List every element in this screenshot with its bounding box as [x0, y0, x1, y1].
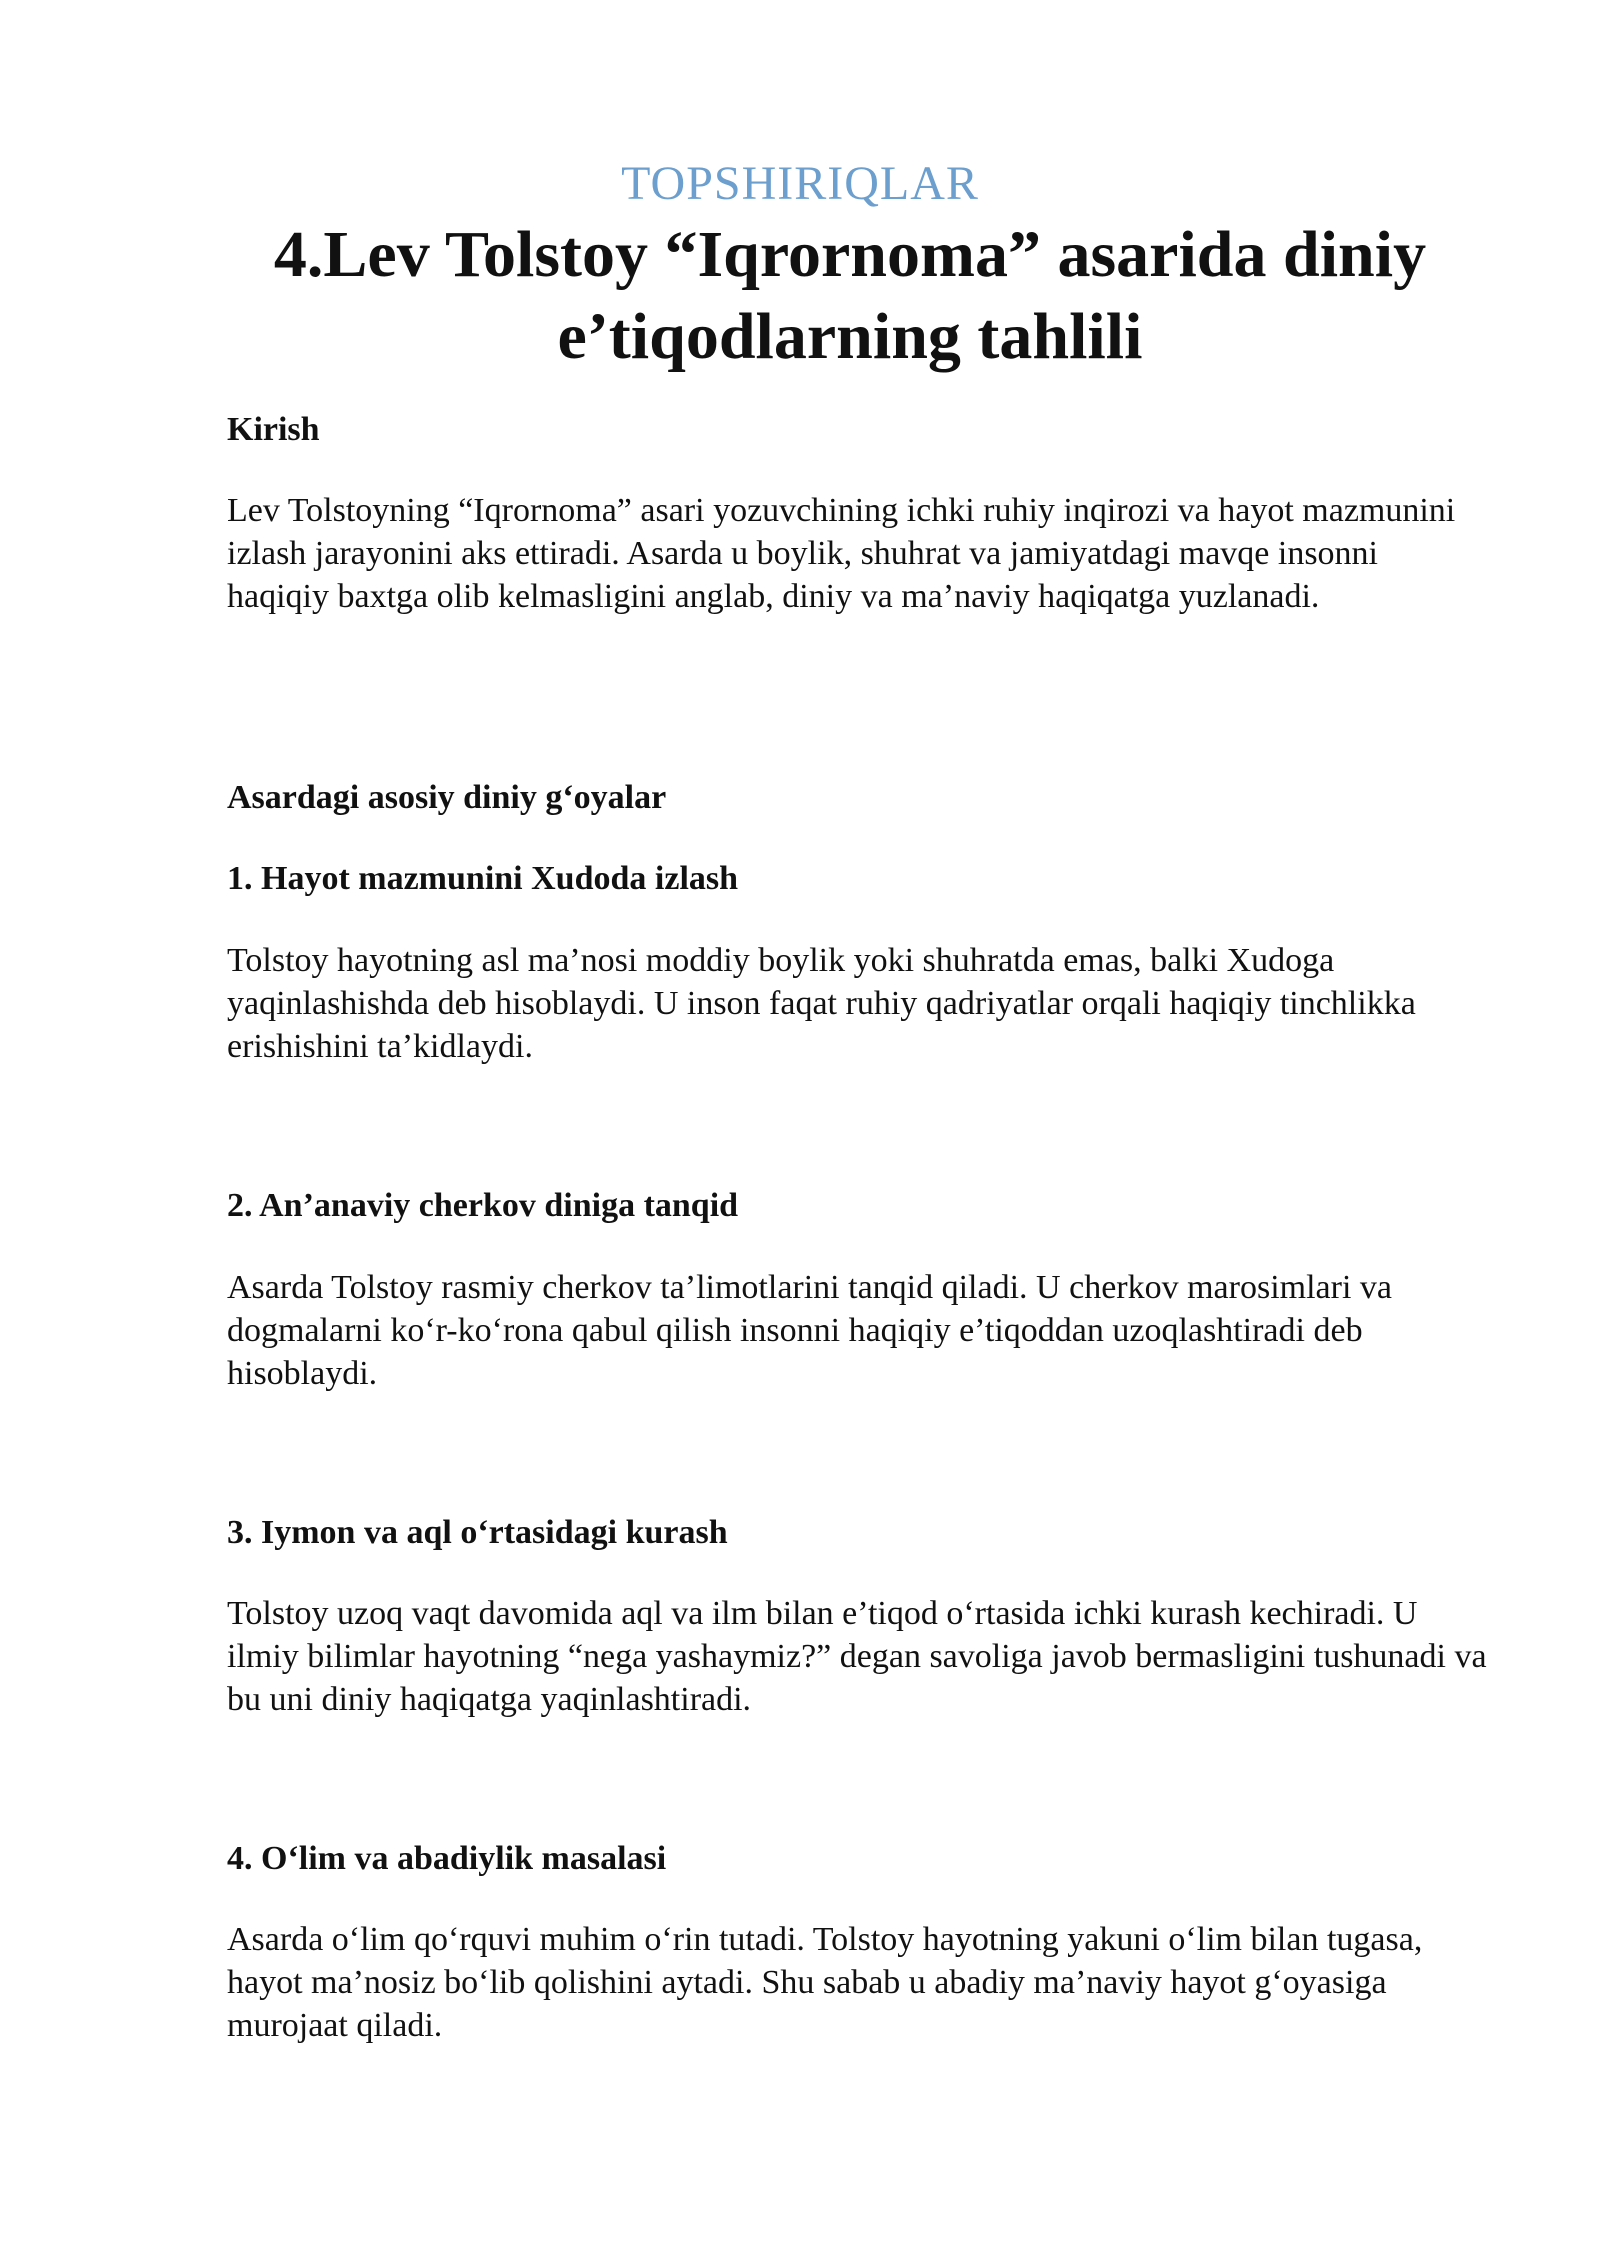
- idea-2-heading: 2. An’anaviy cherkov diniga tanqid: [227, 1187, 739, 1224]
- main-section-heading: Asardagi asosiy diniy g‘oyalar: [227, 779, 667, 816]
- idea-4-heading: 4. O‘lim va abadiylik masalasi: [227, 1840, 667, 1877]
- idea-3-heading: 3. Iymon va aql o‘rtasidagi kurash: [227, 1514, 728, 1551]
- idea-3-paragraph: Tolstoy uzoq vaqt davomida aql va ilm bilan e’tiqod o‘rtasida ichki kurash kechiradi. U ilmiy bilimlar hayotning “nega yashaymiz?” degan savoliga javob bermasligini tushunadi va bu uni diniy haqiqatga yaqinlashtiradi.: [227, 1595, 1487, 1718]
- idea-4-paragraph: Asarda o‘lim qo‘rquvi muhim o‘rin tutadi. Tolstoy hayotning yakuni o‘lim bilan tugasa, hayot ma’nosiz bo‘lib qolishini aytadi. Shu sabab u abadiy ma’naviy hayot g‘oyasiga murojaat qiladi.: [227, 1921, 1423, 2044]
- intro-heading: Kirish: [227, 411, 320, 448]
- idea-1-paragraph: Tolstoy hayotning asl ma’nosi moddiy boylik yoki shuhratda emas, balki Xudoga yaqinlashishda deb hisoblaydi. U inson faqat ruhiy qadriyatlar orqali haqiqiy tinchlikka erishishini ta’kidlaydi.: [227, 942, 1416, 1065]
- idea-1-heading: 1. Hayot mazmunini Xudoda izlash: [227, 860, 739, 897]
- intro-paragraph: Lev Tolstoyning “Iqrornoma” asari yozuvchining ichki ruhiy inqirozi va hayot mazmunini izlash jarayonini aks ettiradi. Asarda u boylik, shuhrat va jamiyatdagi mavqe insonni haqiqiy baxtga olib kelmasligini anglab, diniy va ma’naviy haqiqatga yuzlanadi.: [227, 492, 1456, 615]
- idea-2-paragraph: Asarda Tolstoy rasmiy cherkov ta’limotlarini tanqid qiladi. U cherkov marosimlari va dogmalarni ko‘r-ko‘rona qabul qilish insonni haqiqiy e’tiqoddan uzoqlashtiradi deb hisoblaydi.: [227, 1269, 1392, 1392]
- document-title: 4.Lev Tolstoy “Iqrornoma” asarida diniy e’tiqodlarning tahlili: [273, 218, 1427, 373]
- header-label: TOPSHIRIQLAR: [621, 157, 979, 210]
